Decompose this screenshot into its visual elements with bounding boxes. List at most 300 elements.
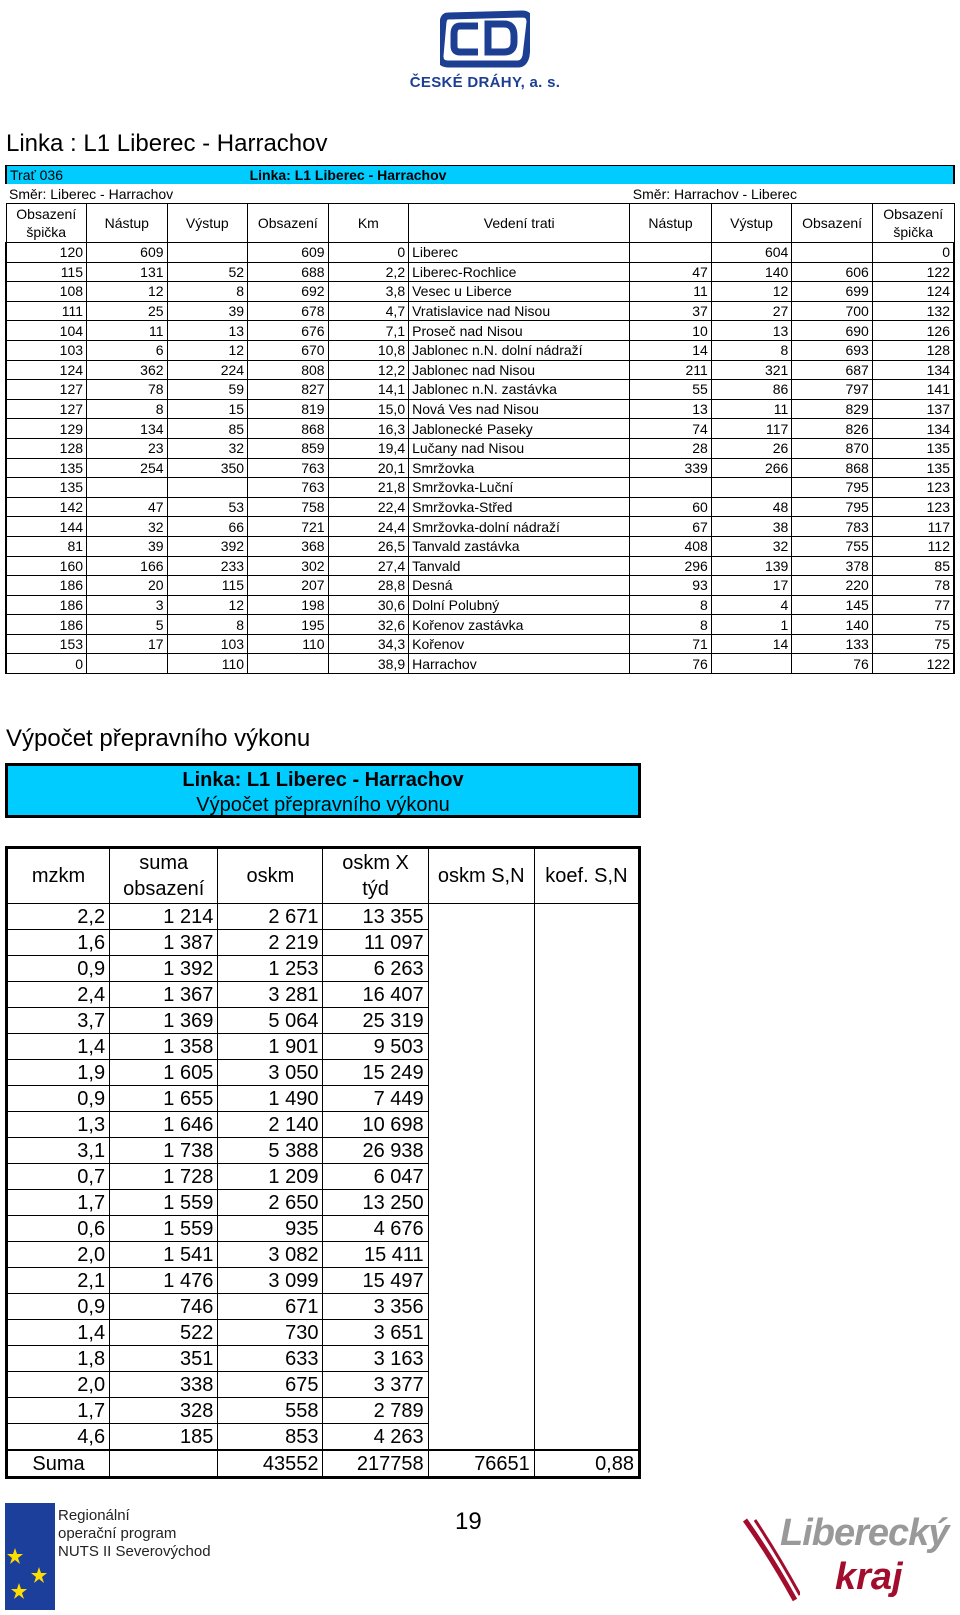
calc-row bbox=[7, 1060, 640, 1086]
table-cell: Kořenov zastávka bbox=[409, 615, 630, 635]
calc-cell: 7 449 bbox=[323, 1086, 428, 1112]
section-title: Výpočet přepravního výkonu bbox=[6, 725, 311, 752]
table-row bbox=[6, 360, 954, 380]
table-cell: 117 bbox=[872, 517, 954, 537]
calc-cell: 1 490 bbox=[218, 1086, 323, 1112]
calc-row bbox=[7, 1008, 640, 1034]
rop-logo-text bbox=[58, 1507, 211, 1561]
table-cell: 14,1 bbox=[328, 380, 409, 400]
calc-cell: 3,7 bbox=[7, 1008, 110, 1034]
table-cell: 77 bbox=[872, 595, 954, 615]
calc-cell bbox=[428, 1346, 534, 1372]
calc-cell: 25 319 bbox=[323, 1008, 428, 1034]
calc-cell bbox=[428, 1424, 534, 1451]
calc-cell: 1 605 bbox=[110, 1060, 218, 1086]
calc-cell bbox=[534, 1112, 639, 1138]
table-cell: 19,4 bbox=[328, 438, 409, 458]
calc-cell: 26 938 bbox=[323, 1138, 428, 1164]
table-cell: 687 bbox=[792, 360, 873, 380]
table-cell: 11 bbox=[711, 399, 792, 419]
calc-cell: 0,9 bbox=[7, 1294, 110, 1320]
table-row bbox=[6, 458, 954, 478]
table-row bbox=[6, 595, 954, 615]
calc-cell: 3 082 bbox=[218, 1242, 323, 1268]
calc-total-cell: 217758 bbox=[323, 1450, 428, 1478]
calc-cell: 2,2 bbox=[7, 904, 110, 930]
calc-cell: 4,6 bbox=[7, 1424, 110, 1451]
calc-cell: 4 263 bbox=[323, 1424, 428, 1451]
table-cell: 28 bbox=[630, 438, 712, 458]
table-cell bbox=[167, 478, 248, 498]
rop-line: operační program bbox=[58, 1525, 177, 1542]
calc-cell: 1 214 bbox=[110, 904, 218, 930]
table-cell: 763 bbox=[248, 458, 329, 478]
table-cell: 32 bbox=[711, 536, 792, 556]
table-cell: 34,3 bbox=[328, 634, 409, 654]
table-cell: 195 bbox=[248, 615, 329, 635]
table-cell: Desná bbox=[409, 576, 630, 596]
calc-cell: 4 676 bbox=[323, 1216, 428, 1242]
table-cell: 408 bbox=[630, 536, 712, 556]
table-cell: 609 bbox=[87, 243, 168, 263]
table-cell: 134 bbox=[872, 419, 954, 439]
direction-row bbox=[6, 184, 954, 204]
table-cell: 392 bbox=[167, 536, 248, 556]
table-cell: 868 bbox=[248, 419, 329, 439]
table-row bbox=[6, 497, 954, 517]
table-cell: 4 bbox=[711, 595, 792, 615]
table-cell: Smržovka bbox=[409, 458, 630, 478]
table-cell: 67 bbox=[630, 517, 712, 537]
table-cell: 758 bbox=[248, 497, 329, 517]
calc-cell bbox=[534, 1086, 639, 1112]
performance-table bbox=[5, 846, 641, 1479]
calc-cell: 1,4 bbox=[7, 1320, 110, 1346]
table-cell: 131 bbox=[87, 262, 168, 282]
table-cell: 145 bbox=[792, 595, 873, 615]
table-cell: 76 bbox=[630, 654, 712, 674]
table-cell: 117 bbox=[711, 419, 792, 439]
calc-cell: 2 650 bbox=[218, 1190, 323, 1216]
table-cell: 37 bbox=[630, 301, 712, 321]
table-cell: 14 bbox=[630, 340, 712, 360]
table-cell: Smržovka-Luční bbox=[409, 478, 630, 498]
table-cell: 60 bbox=[630, 497, 712, 517]
table-cell: 139 bbox=[711, 556, 792, 576]
table-cell: 224 bbox=[167, 360, 248, 380]
calc-row bbox=[7, 956, 640, 982]
table-cell: 47 bbox=[630, 262, 712, 282]
table-cell: 25 bbox=[87, 301, 168, 321]
table-cell: 16,3 bbox=[328, 419, 409, 439]
calc-cell: 0,9 bbox=[7, 1086, 110, 1112]
table-cell: 135 bbox=[6, 458, 87, 478]
calc-cell bbox=[534, 1346, 639, 1372]
calc-cell: 0,7 bbox=[7, 1164, 110, 1190]
calc-row bbox=[7, 930, 640, 956]
table-cell: 26,5 bbox=[328, 536, 409, 556]
calc-row bbox=[7, 1242, 640, 1268]
calc-col-header: oskm S,N bbox=[428, 848, 534, 904]
table-cell bbox=[792, 243, 873, 263]
col-header: Nástup bbox=[87, 204, 168, 243]
table-cell: 20,1 bbox=[328, 458, 409, 478]
calc-cell bbox=[428, 1268, 534, 1294]
calc-total-cell: 76651 bbox=[428, 1450, 534, 1478]
table-cell: 26 bbox=[711, 438, 792, 458]
table-cell: 8 bbox=[711, 340, 792, 360]
calc-cell bbox=[428, 1008, 534, 1034]
table-cell: 14 bbox=[711, 634, 792, 654]
col-header: Obsazení bbox=[792, 204, 873, 243]
calc-cell bbox=[534, 1190, 639, 1216]
calc-cell bbox=[428, 930, 534, 956]
calc-total-row bbox=[7, 1450, 640, 1478]
table-row bbox=[6, 399, 954, 419]
calc-cell bbox=[534, 1268, 639, 1294]
table-cell: 111 bbox=[6, 301, 87, 321]
trat-label: Trať 036 bbox=[6, 166, 248, 185]
calc-cell bbox=[534, 982, 639, 1008]
calc-cell: 675 bbox=[218, 1372, 323, 1398]
table-cell: 693 bbox=[792, 340, 873, 360]
page-number: 19 bbox=[455, 1508, 482, 1535]
calc-row bbox=[7, 1190, 640, 1216]
calc-cell bbox=[534, 1164, 639, 1190]
table-cell: 676 bbox=[248, 321, 329, 341]
table-cell: 59 bbox=[167, 380, 248, 400]
calc-cell: 338 bbox=[110, 1372, 218, 1398]
table-cell: 140 bbox=[792, 615, 873, 635]
table-cell: 124 bbox=[6, 360, 87, 380]
calc-row bbox=[7, 1034, 640, 1060]
calc-cell: 2,0 bbox=[7, 1242, 110, 1268]
table-cell: 233 bbox=[167, 556, 248, 576]
calc-cell: 185 bbox=[110, 1424, 218, 1451]
calc-cell: 1 358 bbox=[110, 1034, 218, 1060]
table-cell: 186 bbox=[6, 595, 87, 615]
calc-cell bbox=[534, 1138, 639, 1164]
table-cell: 27 bbox=[711, 301, 792, 321]
table-cell: 166 bbox=[87, 556, 168, 576]
rop-line: Regionální bbox=[58, 1507, 130, 1524]
table-cell: 870 bbox=[792, 438, 873, 458]
table-row bbox=[6, 243, 954, 263]
table-cell bbox=[711, 478, 792, 498]
table-cell: 13 bbox=[630, 399, 712, 419]
calc-cell: 1 541 bbox=[110, 1242, 218, 1268]
calc-cell bbox=[428, 982, 534, 1008]
col-header: Výstup bbox=[711, 204, 792, 243]
table-cell: 1 bbox=[711, 615, 792, 635]
table-row bbox=[6, 340, 954, 360]
table-cell: 198 bbox=[248, 595, 329, 615]
calc-cell: 671 bbox=[218, 1294, 323, 1320]
table-cell: 47 bbox=[87, 497, 168, 517]
direction-right: Směr: Harrachov - Liberec bbox=[632, 185, 797, 202]
calc-cell: 2,1 bbox=[7, 1268, 110, 1294]
table-row bbox=[6, 615, 954, 635]
table-row bbox=[6, 654, 954, 674]
table-cell: 123 bbox=[872, 497, 954, 517]
table-cell bbox=[248, 654, 329, 674]
table-cell: Lučany nad Nisou bbox=[409, 438, 630, 458]
table-cell: 17 bbox=[711, 576, 792, 596]
kraj-word2: kraj bbox=[835, 1556, 903, 1598]
calc-cell bbox=[428, 1034, 534, 1060]
table-cell: 115 bbox=[167, 576, 248, 596]
table-cell: 699 bbox=[792, 282, 873, 302]
calc-cell bbox=[534, 1398, 639, 1424]
calc-cell bbox=[428, 1138, 534, 1164]
table-cell: 39 bbox=[167, 301, 248, 321]
table-cell: 123 bbox=[872, 478, 954, 498]
calc-cell: 1 392 bbox=[110, 956, 218, 982]
table-cell: 700 bbox=[792, 301, 873, 321]
table-cell: 797 bbox=[792, 380, 873, 400]
table-cell: Vratislavice nad Nisou bbox=[409, 301, 630, 321]
table-cell: 86 bbox=[711, 380, 792, 400]
calc-cell: 9 503 bbox=[323, 1034, 428, 1060]
calc-cell: 3 163 bbox=[323, 1346, 428, 1372]
table-cell: 135 bbox=[872, 438, 954, 458]
table-cell: 52 bbox=[167, 262, 248, 282]
table-cell: Tanvald bbox=[409, 556, 630, 576]
table-cell: 819 bbox=[248, 399, 329, 419]
table-cell: 32 bbox=[87, 517, 168, 537]
table-cell: 378 bbox=[792, 556, 873, 576]
table-cell: Smržovka-Střed bbox=[409, 497, 630, 517]
calc-cell: 3 651 bbox=[323, 1320, 428, 1346]
table-cell: 110 bbox=[167, 654, 248, 674]
table-cell: 10,8 bbox=[328, 340, 409, 360]
table-cell: 71 bbox=[630, 634, 712, 654]
direction-left: Směr: Liberec - Harrachov bbox=[9, 185, 174, 202]
table-row bbox=[6, 478, 954, 498]
calc-cell: 3 356 bbox=[323, 1294, 428, 1320]
table-cell: 24,4 bbox=[328, 517, 409, 537]
table-cell: 30,6 bbox=[328, 595, 409, 615]
table-cell: 23 bbox=[87, 438, 168, 458]
table-row bbox=[6, 262, 954, 282]
table-cell: Jablonec n.N. dolní nádraží bbox=[409, 340, 630, 360]
table-cell: 266 bbox=[711, 458, 792, 478]
calc-cell: 3 281 bbox=[218, 982, 323, 1008]
calc-col-header: oskm bbox=[218, 848, 323, 904]
table-cell: 220 bbox=[792, 576, 873, 596]
calc-cell: 16 407 bbox=[323, 982, 428, 1008]
table-cell: 133 bbox=[792, 634, 873, 654]
col-header: Obsazení špička bbox=[872, 204, 954, 243]
calc-cell: 15 249 bbox=[323, 1060, 428, 1086]
calc-cell: 328 bbox=[110, 1398, 218, 1424]
calc-row bbox=[7, 1424, 640, 1451]
table-cell bbox=[167, 243, 248, 263]
table-cell: 690 bbox=[792, 321, 873, 341]
table-cell: Liberec bbox=[409, 243, 630, 263]
calc-total-cell: Suma bbox=[7, 1450, 110, 1478]
calc-cell: 1 559 bbox=[110, 1216, 218, 1242]
liberecky-kraj-logo bbox=[740, 1510, 950, 1610]
calc-cell bbox=[534, 1034, 639, 1060]
calc-cell: 2 219 bbox=[218, 930, 323, 956]
table-cell: 350 bbox=[167, 458, 248, 478]
table-cell: 670 bbox=[248, 340, 329, 360]
table-cell: 0 bbox=[328, 243, 409, 263]
table-cell: 81 bbox=[6, 536, 87, 556]
calc-row bbox=[7, 1398, 640, 1424]
calc-cell: 2,0 bbox=[7, 1372, 110, 1398]
calc-cell: 13 355 bbox=[323, 904, 428, 930]
table-cell: 78 bbox=[872, 576, 954, 596]
table-cell: 76 bbox=[792, 654, 873, 674]
table-cell: 126 bbox=[872, 321, 954, 341]
calc-cell: 2 789 bbox=[323, 1398, 428, 1424]
calc-cell: 1,9 bbox=[7, 1060, 110, 1086]
calc-row bbox=[7, 1164, 640, 1190]
table-cell: 868 bbox=[792, 458, 873, 478]
calc-total-cell bbox=[110, 1450, 218, 1478]
table-row bbox=[6, 301, 954, 321]
calc-cell bbox=[428, 1294, 534, 1320]
calc-cell: 853 bbox=[218, 1424, 323, 1451]
calc-cell bbox=[534, 1372, 639, 1398]
calc-cell: 1,4 bbox=[7, 1034, 110, 1060]
calc-cell: 15 411 bbox=[323, 1242, 428, 1268]
table-cell: Dolní Polubný bbox=[409, 595, 630, 615]
table-cell: 8 bbox=[167, 282, 248, 302]
table-cell: 12,2 bbox=[328, 360, 409, 380]
rop-line: NUTS II Severovýchod bbox=[58, 1543, 211, 1560]
calc-cell: 1 253 bbox=[218, 956, 323, 982]
table-cell: 17 bbox=[87, 634, 168, 654]
table-title-row bbox=[6, 166, 954, 185]
calc-cell: 5 064 bbox=[218, 1008, 323, 1034]
table-cell: 122 bbox=[872, 262, 954, 282]
table-cell: 78 bbox=[87, 380, 168, 400]
calc-cell: 351 bbox=[110, 1346, 218, 1372]
page-title: Linka : L1 Liberec - Harrachov bbox=[6, 130, 328, 157]
table-cell: 12 bbox=[167, 595, 248, 615]
calc-cell: 1 476 bbox=[110, 1268, 218, 1294]
calc-cell: 6 047 bbox=[323, 1164, 428, 1190]
calc-cell bbox=[534, 1060, 639, 1086]
calc-cell: 1,6 bbox=[7, 930, 110, 956]
calc-cell bbox=[428, 1086, 534, 1112]
table-cell: 39 bbox=[87, 536, 168, 556]
table-cell: 134 bbox=[87, 419, 168, 439]
calc-cell: 730 bbox=[218, 1320, 323, 1346]
line-load-table bbox=[5, 165, 955, 674]
table-row bbox=[6, 556, 954, 576]
table-cell: 2,2 bbox=[328, 262, 409, 282]
table-cell: 32 bbox=[167, 438, 248, 458]
calc-cell: 522 bbox=[110, 1320, 218, 1346]
summary-line: Linka: L1 Liberec - Harrachov bbox=[182, 769, 464, 791]
table-cell: 207 bbox=[248, 576, 329, 596]
table-cell: 6 bbox=[87, 340, 168, 360]
calc-cell: 15 497 bbox=[323, 1268, 428, 1294]
table-cell: 21,8 bbox=[328, 478, 409, 498]
table-cell: 11 bbox=[630, 282, 712, 302]
calc-row bbox=[7, 1320, 640, 1346]
calc-cell bbox=[534, 956, 639, 982]
table-cell: 8 bbox=[630, 595, 712, 615]
table-cell: 783 bbox=[792, 517, 873, 537]
table-cell: 795 bbox=[792, 497, 873, 517]
table-cell: 141 bbox=[872, 380, 954, 400]
table-cell: 22,4 bbox=[328, 497, 409, 517]
calc-cell: 1 901 bbox=[218, 1034, 323, 1060]
calc-row bbox=[7, 1372, 640, 1398]
table-cell: 3,8 bbox=[328, 282, 409, 302]
table-cell: 144 bbox=[6, 517, 87, 537]
summary-subtitle: Výpočet přepravního výkonu bbox=[196, 794, 450, 816]
calc-cell bbox=[534, 1424, 639, 1451]
calc-col-header: oskm X týd bbox=[323, 848, 428, 904]
table-cell: 128 bbox=[872, 340, 954, 360]
calc-cell: 3,1 bbox=[7, 1138, 110, 1164]
calc-cell bbox=[428, 1112, 534, 1138]
table-cell bbox=[711, 654, 792, 674]
calc-cell: 3 050 bbox=[218, 1060, 323, 1086]
table-cell: 296 bbox=[630, 556, 712, 576]
table-row bbox=[6, 536, 954, 556]
table-cell: 859 bbox=[248, 438, 329, 458]
company-name: ČESKÉ DRÁHY, a. s. bbox=[409, 74, 561, 91]
calc-row bbox=[7, 1346, 640, 1372]
line-label: Linka: L1 Liberec - Harrachov bbox=[248, 166, 954, 185]
calc-cell: 1,8 bbox=[7, 1346, 110, 1372]
table-cell: 0 bbox=[6, 654, 87, 674]
calc-total-cell: 43552 bbox=[218, 1450, 323, 1478]
table-cell: Tanvald zastávka bbox=[409, 536, 630, 556]
calc-cell: 633 bbox=[218, 1346, 323, 1372]
col-header: Obsazení bbox=[248, 204, 329, 243]
calc-cell: 1 655 bbox=[110, 1086, 218, 1112]
table-cell: 11 bbox=[87, 321, 168, 341]
table-row bbox=[6, 282, 954, 302]
col-header: Obsazení špička bbox=[6, 204, 87, 243]
table-cell bbox=[87, 478, 168, 498]
calc-cell: 0,9 bbox=[7, 956, 110, 982]
calc-row bbox=[7, 982, 640, 1008]
table-cell: 75 bbox=[872, 615, 954, 635]
col-header: Nástup bbox=[630, 204, 712, 243]
calc-cell: 1 367 bbox=[110, 982, 218, 1008]
calc-cell: 3 377 bbox=[323, 1372, 428, 1398]
table-row bbox=[6, 380, 954, 400]
calc-cell: 1 369 bbox=[110, 1008, 218, 1034]
table-cell: 85 bbox=[167, 419, 248, 439]
table-cell bbox=[630, 478, 712, 498]
calc-col-header: suma obsazení bbox=[110, 848, 218, 904]
calc-cell: 1 738 bbox=[110, 1138, 218, 1164]
table-cell: 7,1 bbox=[328, 321, 409, 341]
calc-cell: 0,6 bbox=[7, 1216, 110, 1242]
table-cell: Liberec-Rochlice bbox=[409, 262, 630, 282]
table-cell: 826 bbox=[792, 419, 873, 439]
calc-cell: 1,3 bbox=[7, 1112, 110, 1138]
calc-cell bbox=[534, 1320, 639, 1346]
calc-total-cell: 0,88 bbox=[534, 1450, 639, 1478]
table-cell: 721 bbox=[248, 517, 329, 537]
calc-row bbox=[7, 1112, 640, 1138]
table-row bbox=[6, 321, 954, 341]
table-cell: 13 bbox=[711, 321, 792, 341]
calc-cell: 5 388 bbox=[218, 1138, 323, 1164]
calc-row bbox=[7, 1138, 640, 1164]
